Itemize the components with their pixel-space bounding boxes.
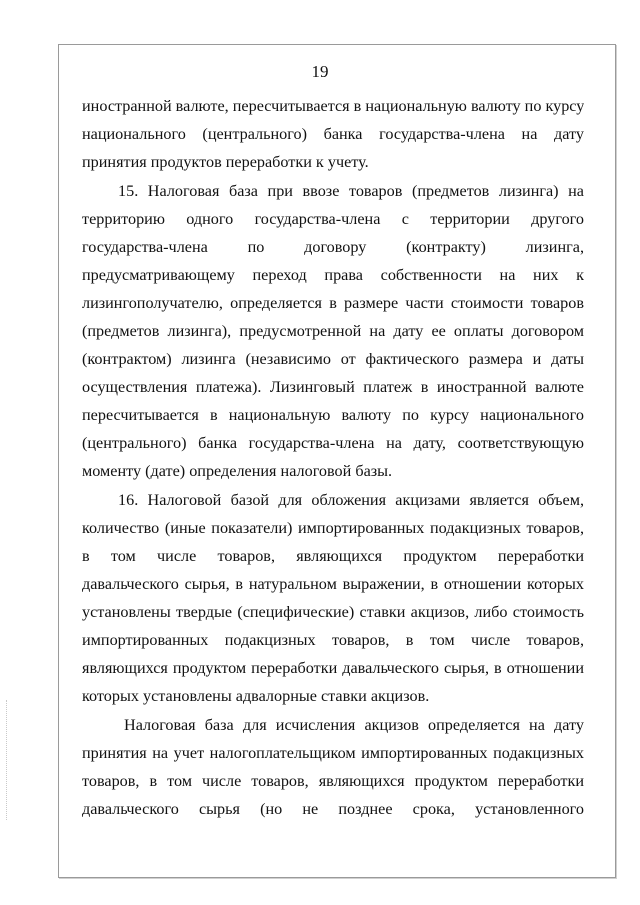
text-line: являющихся продуктом переработки давальческого сырья, в отношении xyxy=(82,659,584,677)
text-line: импортированных подакцизных товаров, в том числе товаров, xyxy=(82,631,584,649)
text-line: осуществления платежа). Лизинговый платеж в иностранной валюте xyxy=(82,378,584,396)
text-line: лизингополучателю, определяется в размере части стоимости товаров xyxy=(82,294,584,312)
text-line: территорию одного государства-члена с территории другого xyxy=(82,210,584,228)
paragraph-16-first-line: 16. Налоговой базой для обложения акцизами является объем, xyxy=(118,491,584,509)
text-line: в том числе товаров, являющихся продуктом переработки xyxy=(82,547,584,565)
text-line: которых установлены адвалорные ставки акцизов. xyxy=(82,687,430,705)
scan-artifact xyxy=(6,700,8,820)
text-line: пересчитывается в национальную валюту по курсу национального xyxy=(82,406,584,424)
page-number: 19 xyxy=(311,62,329,81)
text-line: иностранной валюте, пересчитывается в национальную валюту по курсу xyxy=(82,97,584,115)
paragraph-15-first-line: 15. Налоговая база при ввозе товаров (предметов лизинга) на xyxy=(118,182,584,200)
text-line: установлены твердые (специфические) ставки акцизов, либо стоимость xyxy=(82,603,584,621)
text-line: принятия на учет налогоплательщиком импортированных подакцизных xyxy=(82,744,584,762)
paragraph-tax-base-first-line: Налоговая база для исчисления акцизов определяется на дату xyxy=(124,716,584,734)
text-line: товаров, в том числе товаров, являющихся продуктом переработки xyxy=(82,772,584,790)
text-line: количество (иные показатели) импортированных подакцизных товаров, xyxy=(82,519,584,537)
text-line: принятия продуктов переработки к учету. xyxy=(82,153,369,171)
text-line: (контрактом) лизинга (независимо от фактического размера и даты xyxy=(82,350,584,368)
text-line: предусматривающему переход права собственности на них к xyxy=(82,266,584,284)
text-line: давальческого сырья, в натуральном выражении, в отношении которых xyxy=(82,575,584,593)
text-line: давальческого сырья (но не позднее срока, установленного xyxy=(82,800,584,818)
text-line: (предметов лизинга), предусмотренной на дату ее оплаты договором xyxy=(82,322,584,340)
text-line: (центрального) банка государства-члена на дату, соответствующую xyxy=(82,434,584,452)
text-line: государства-члена по договору (контракту) лизинга, xyxy=(82,238,584,256)
text-line: национального (центрального) банка государства-члена на дату xyxy=(82,125,584,143)
text-line: моменту (дате) определения налоговой базы. xyxy=(82,462,393,480)
